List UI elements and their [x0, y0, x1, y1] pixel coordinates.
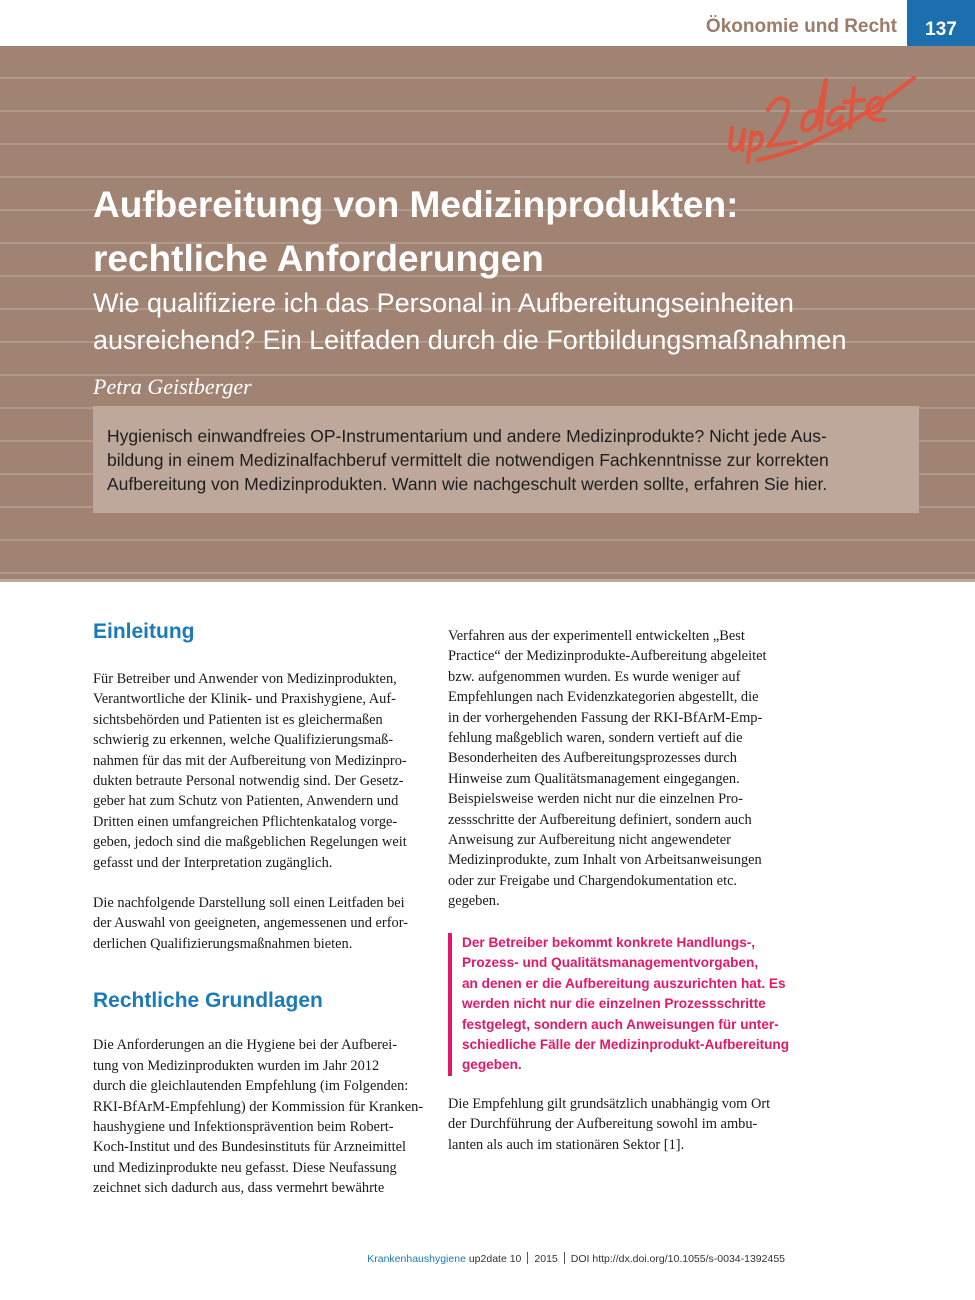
text-line: Hygienisch einwandfreies OP-Instrumentarium und andere Medizinprodukte? Nicht jede Aus- — [107, 426, 827, 446]
abstract-text — [107, 424, 905, 496]
footer-doi: DOI http://dx.doi.org/10.1055/s-0034-1392455 — [570, 1253, 785, 1265]
paragraph-legal — [93, 1035, 433, 1198]
text-line: bildung in einem Medizinalfachberuf vermittelt die notwendigen Fachkenntnisse zur korrekten — [107, 450, 829, 470]
text-line: fehlung maßgeblich waren, sondern vertieft auf die — [448, 730, 743, 747]
text-line: in der vorhergehenden Fassung der RKI-BfArM-Emp- — [448, 709, 763, 726]
text-line: dukten betraute Personal notwendig sind. Der Gesetz- — [93, 773, 404, 790]
text-line: Medizinprodukte, zum Inhalt von Arbeitsanweisungen — [448, 852, 762, 869]
title-line-1: Aufbereitung von Medizinprodukten: — [93, 184, 739, 225]
title-line-2: rechtliche Anforderungen — [93, 238, 544, 279]
text-line: Die Anforderungen an die Hygiene bei der Aufberei- — [93, 1037, 398, 1054]
text-line: Beispielsweise werden nicht nur die einzelnen Pro- — [448, 791, 743, 808]
text-line: haushygiene und Infektionsprävention beim Robert- — [93, 1118, 394, 1135]
text-line: sichtsbehörden und Patienten ist es gleichermaßen — [93, 711, 383, 728]
text-line: schiedliche Fälle der Medizinprodukt-Aufbereitung — [462, 1037, 790, 1053]
text-line: werden nicht nur die einzelnen Prozessschritte — [462, 996, 766, 1012]
text-line: schwierig zu erkennen, welche Qualifizierungsmaß- — [93, 732, 394, 749]
paragraph-scope — [448, 1094, 790, 1155]
text-line: gegeben. — [462, 1057, 522, 1073]
text-line: geber hat zum Schutz von Patienten, Anwendern und — [93, 793, 399, 810]
text-line: Practice“ der Medizinprodukte-Aufbereitung abgeleitet — [448, 648, 767, 665]
text-line: Der Betreiber bekommt konkrete Handlungs-, — [462, 935, 756, 950]
footer-separator — [564, 1252, 565, 1264]
text-line: Verantwortliche der Klinik- und Praxishygiene, Auf- — [93, 691, 396, 708]
left-column — [93, 620, 433, 1199]
text-line: Aufbereitung von Medizinprodukten. Wann wie nachgeschult werden sollte, erfahren Sie hier. — [107, 474, 828, 494]
section-label: Ökonomie und Recht — [705, 16, 897, 37]
article-subtitle — [93, 285, 953, 359]
author-name: Petra Geistberger — [93, 374, 252, 399]
paragraph-intro — [93, 669, 433, 873]
paragraph-best-practice — [448, 626, 790, 912]
heading-einleitung: Einleitung — [93, 620, 195, 643]
text-line: gefasst und der Interpretation zugänglich. — [93, 854, 333, 871]
abstract-box — [93, 406, 919, 513]
text-line: an denen er die Aufbereitung auszurichten hat. Es — [462, 975, 786, 991]
text-line: derlichen Qualifizierungsmaßnahmen bieten. — [93, 935, 353, 952]
text-line: bzw. aufgenommen wurden. Es wurde weniger auf — [448, 668, 741, 685]
text-line: zeichnet sich dadurch aus, dass vermehrt bewährte — [93, 1180, 385, 1197]
text-line: der Durchführung der Aufbereitung sowohl im ambu- — [448, 1116, 758, 1133]
text-line: nahmen für das mit der Aufbereitung von Medizinpro- — [93, 752, 407, 769]
text-line: Prozess- und Qualitätsmanagementvorgaben, — [462, 955, 759, 971]
footer-separator — [527, 1252, 528, 1264]
text-line: tung von Medizinprodukten wurden im Jahr 2012 — [93, 1057, 380, 1074]
text-line: Hinweise zum Qualitätsmanagement eingegangen. — [448, 770, 740, 787]
text-line: Verfahren aus der experimentell entwickelten „Best — [448, 628, 745, 644]
pull-quote-text — [462, 933, 790, 1076]
footer-year: 2015 — [534, 1253, 558, 1265]
pull-quote — [448, 933, 790, 1076]
text-line: gegeben. — [448, 893, 500, 910]
text-line: Koch-Institut und des Bundesinstituts für Arzneimittel — [93, 1139, 406, 1156]
subtitle-line-1: Wie qualifiziere ich das Personal in Aufbereitungseinheiten — [93, 288, 794, 318]
right-column-continued — [448, 1094, 790, 1155]
text-line: Die Empfehlung gilt grundsätzlich unabhängig vom Ort — [448, 1096, 771, 1112]
right-column — [448, 626, 790, 912]
article-title — [93, 178, 738, 286]
up2date-logo — [718, 50, 918, 170]
text-line: und Medizinprodukte neu gefasst. Diese Neufassung — [93, 1159, 397, 1176]
text-line: geben, jedoch sind die maßgeblichen Regelungen weit — [93, 834, 407, 851]
text-line: zessschritte der Aufbereitung definiert, sondern auch — [448, 811, 752, 828]
subtitle-line-2: ausreichend? Ein Leitfaden durch die Fortbildungsmaßnahmen — [93, 325, 847, 355]
footer-issue: up2date 10 — [468, 1253, 522, 1265]
top-bar — [0, 0, 975, 46]
text-line: Dritten einen umfangreichen Pflichtenkatalog vorge- — [93, 813, 398, 830]
text-line: der Auswahl von geeigneten, angemessenen und erfor- — [93, 915, 408, 932]
page-footer — [0, 1252, 785, 1265]
text-line: oder zur Freigabe und Chargendokumentation etc. — [448, 872, 738, 889]
text-line: Die nachfolgende Darstellung soll einen Leitfaden bei — [93, 895, 405, 912]
footer-journal: Krankenhaushygiene — [367, 1253, 466, 1265]
text-line: festgelegt, sondern auch Anweisungen für unter- — [462, 1016, 779, 1032]
page-number: 137 — [907, 0, 975, 46]
text-line: durch die gleichlautenden Empfehlung (im Folgenden: — [93, 1078, 409, 1095]
banner-divider — [0, 579, 975, 582]
text-line: Besonderheiten des Aufbereitungsprozesses durch — [448, 750, 737, 767]
text-line: Empfehlungen nach Evidenzkategorien abgestellt, die — [448, 689, 759, 706]
text-line: lanten als auch im stationären Sektor [1]. — [448, 1136, 685, 1153]
text-line: Für Betreiber und Anwender von Medizinprodukten, — [93, 671, 397, 687]
text-line: RKI-BfArM-Empfehlung) der Kommission für Kranken- — [93, 1098, 424, 1115]
text-line: Anweisung zur Aufbereitung nicht angewendeter — [448, 832, 731, 849]
paragraph-guide — [93, 893, 433, 954]
heading-rechtliche-grundlagen: Rechtliche Grundlagen — [93, 989, 323, 1013]
